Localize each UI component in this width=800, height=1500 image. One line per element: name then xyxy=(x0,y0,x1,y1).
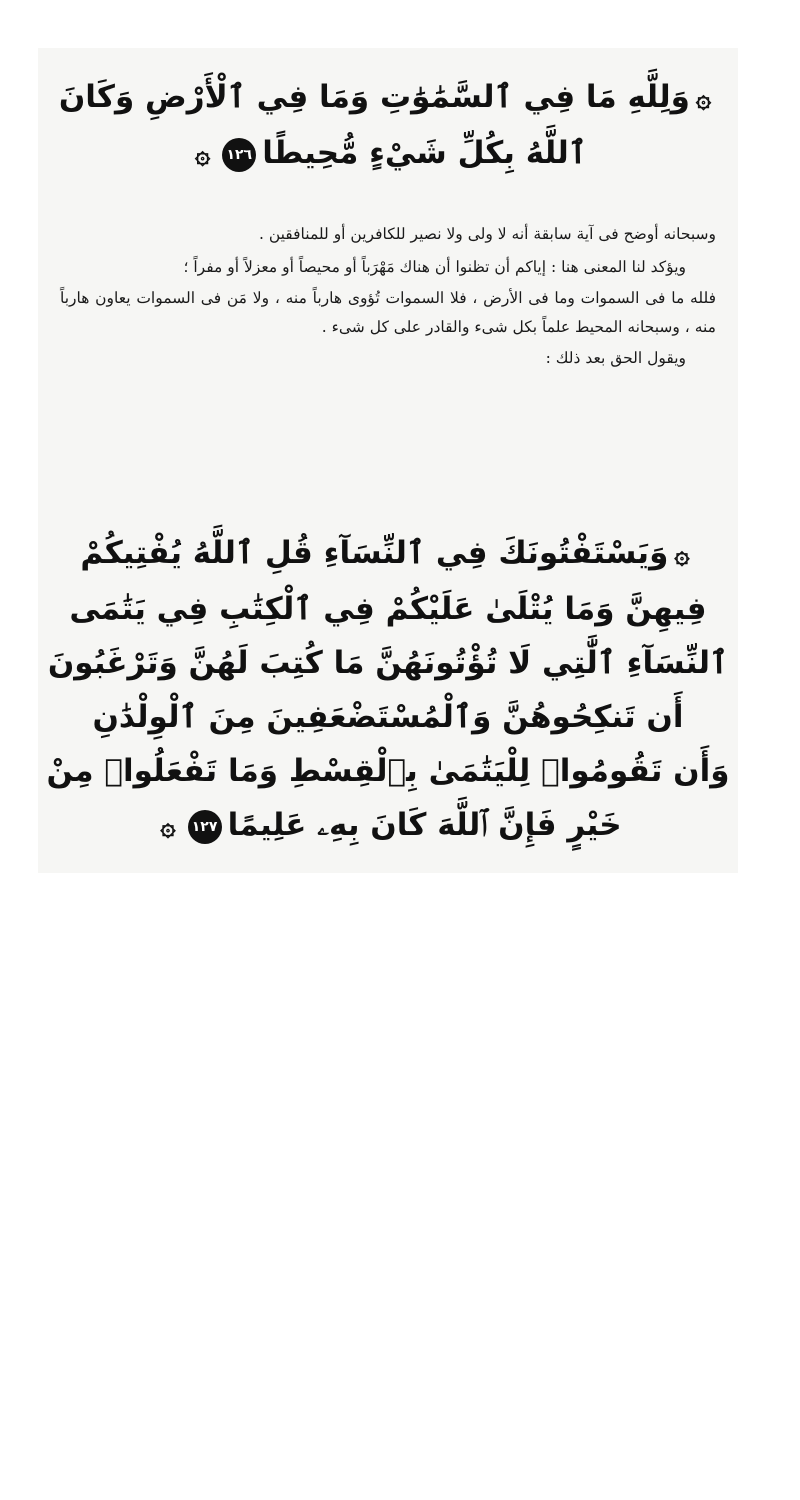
verse-number-badge: ١٢٧ xyxy=(188,810,222,844)
verse-line xyxy=(38,126,738,182)
verse-text: أَن تَنكِحُوهُنَّ وَٱلْمُسْتَضْعَفِينَ مِنَ ٱلْوِلْدَٰنِ xyxy=(92,699,684,735)
commentary-paragraph: فلله ما فى السموات وما فى الأرض ، فلا السموات تُؤوى هارباً منه ، ولا مَن فى السموات يعاون هارباً منه ، وسبحانه المحيط علماً بكل شىء والقادر على كل شىء . xyxy=(60,289,716,336)
verse-text: ٱللَّهُ بِكُلِّ شَيْءٍ مُّحِيطًا xyxy=(262,135,587,171)
verse-text: وَلِلَّهِ مَا فِي ٱلسَّمَٰوَٰتِ وَمَا فِي ٱلْأَرْضِ وَكَانَ xyxy=(58,79,690,115)
verse-text: فِيهِنَّ وَمَا يُتْلَىٰ عَلَيْكُمْ فِي ٱلْكِتَٰبِ فِي يَتَٰمَى xyxy=(69,591,707,627)
verse-line xyxy=(38,526,738,582)
verse-line xyxy=(38,798,738,854)
commentary-paragraph: ويؤكد لنا المعنى هنا : إياكم أن تظنوا أن هناك مَهْرَباً أو محيصاً أو معزلاً أو مفراً ؛ xyxy=(183,258,686,276)
verse-start-ornament-icon: ۞ xyxy=(695,84,712,114)
commentary-paragraph: وسبحانه أوضح فى آية سابقة أنه لا ولى ولا نصير للكافرين أو للمنافقين . xyxy=(258,225,716,243)
verse-line xyxy=(38,744,738,798)
quran-verse-126 xyxy=(38,70,738,182)
verse-text: ٱلنِّسَآءِ ٱلَّٰتِي لَا تُؤْتُونَهُنَّ مَا كُتِبَ لَهُنَّ وَتَرْغَبُونَ xyxy=(47,645,729,681)
commentary-text xyxy=(60,218,716,375)
commentary-paragraph: ويقول الحق بعد ذلك : xyxy=(545,349,686,367)
verse-text: وَأَن تَقُومُوا۟ لِلْيَتَٰمَىٰ بِٱلْقِسْطِ وَمَا تَفْعَلُوا۟ مِنْ xyxy=(46,753,730,789)
verse-line xyxy=(38,690,738,744)
verse-line xyxy=(38,582,738,636)
verse-end-ornament-icon: ۞ xyxy=(160,812,176,842)
verse-start-ornament-icon: ۞ xyxy=(674,540,690,570)
verse-text: خَيْرٍ فَإِنَّ ٱللَّهَ كَانَ بِهِۦ عَلِيمًا xyxy=(227,807,622,843)
verse-text: وَيَسْتَفْتُونَكَ فِي ٱلنِّسَآءِ قُلِ ٱللَّهُ يُفْتِيكُمْ xyxy=(80,535,669,571)
verse-line xyxy=(38,70,738,126)
verse-line xyxy=(38,636,738,690)
scanned-page xyxy=(38,48,738,873)
quran-verse-127 xyxy=(38,526,738,854)
verse-end-ornament-icon: ۞ xyxy=(195,140,211,170)
verse-number-badge: ١٢٦ xyxy=(222,138,256,172)
